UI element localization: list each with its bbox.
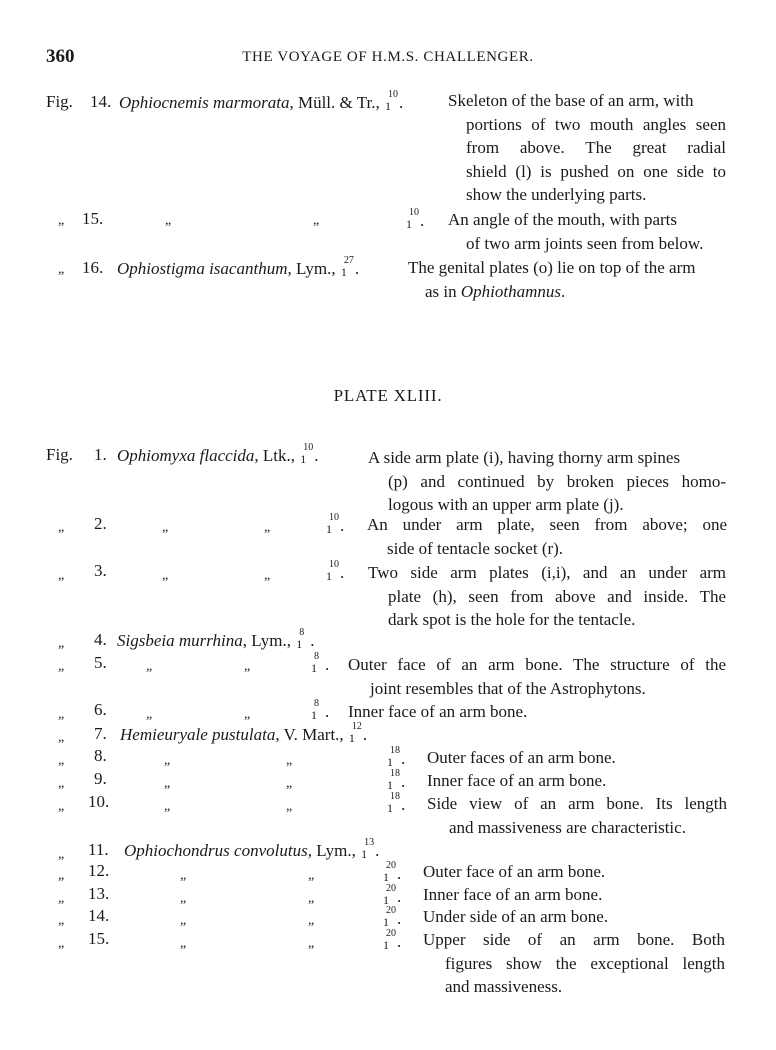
desc-line: side of tentacle socket (r). — [387, 538, 564, 558]
desc-line: Upper side of an arm bone. Both — [423, 930, 725, 949]
fig-description — [368, 446, 726, 517]
ditto-mark: „ — [244, 707, 251, 722]
ditto-mark: „ — [308, 868, 315, 883]
desc-line: The genital plates (o) lie on top of the arm — [408, 258, 696, 277]
desc-line: (p) and continued by broken pieces homo- — [388, 471, 726, 491]
fig-number: 2. — [94, 514, 107, 533]
magnification-denominator: 1 — [387, 755, 393, 769]
desc-line: dark spot is the hole for the tentacle. — [388, 610, 636, 629]
fig-number: 7. — [94, 724, 107, 743]
ditto-mark: „ — [58, 936, 65, 951]
magnification — [311, 698, 325, 722]
magnification-denominator: 1 — [296, 637, 303, 651]
magnification-numerator: 13 — [364, 837, 375, 848]
ditto-mark: „ — [180, 891, 187, 906]
fig-number: 3. — [94, 561, 107, 580]
magnification — [387, 768, 401, 792]
magnification-denominator: 1 — [383, 915, 389, 929]
desc-line: An angle of the mouth, with parts — [448, 210, 677, 229]
page-number: 360 — [46, 46, 75, 67]
ditto-mark: „ — [58, 213, 65, 228]
magnification-numerator: 20 — [386, 905, 396, 916]
species-authority: , Ltk., — [254, 446, 295, 465]
magnification-numerator: 18 — [390, 768, 400, 779]
magnification-group: 18 1 . — [387, 791, 406, 815]
fig-caption: Hemieuryale pustulata, V. Mart., 12 1 . — [120, 721, 368, 745]
magnification-group: 8 1 . — [311, 651, 330, 675]
ditto-mark: „ — [313, 213, 320, 228]
ditto-mark: „ — [58, 659, 65, 674]
ditto-mark: „ — [162, 520, 169, 535]
species-name: Ophiomyxa flaccida — [117, 446, 255, 465]
ditto-mark: „ — [58, 636, 65, 651]
desc-line: A side arm plate (i), having thorny arm spines — [368, 448, 681, 467]
ditto-mark: „ — [180, 936, 187, 951]
ditto-mark: „ — [58, 707, 65, 722]
ditto-mark: „ — [164, 753, 171, 768]
magnification-denominator: 1 — [383, 893, 389, 907]
ditto-mark: „ — [286, 753, 293, 768]
magnification-denominator: 1 — [387, 778, 393, 792]
fig-description — [423, 883, 602, 907]
species-authority: , Lym., — [242, 631, 291, 650]
fig-caption: Ophiostigma isacanthum, Lym., 27 1 . — [117, 255, 360, 279]
ditto-mark: „ — [244, 659, 251, 674]
fig-number: 8. — [94, 746, 107, 765]
magnification-group: 18 1 . — [387, 745, 406, 769]
ditto-mark: „ — [286, 776, 293, 791]
species-name: Hemieuryale pustulata — [120, 725, 276, 744]
fig-caption: Ophiocnemis marmorata, Müll. & Tr., 10 1 . — [119, 89, 404, 113]
fig-description — [368, 561, 726, 632]
magnification — [361, 837, 375, 861]
species-authority: , V. Mart., — [275, 725, 344, 744]
fig-caption: Ophiochondrus convolutus, Lym., 13 1 . — [124, 837, 380, 861]
fig-description — [408, 256, 728, 303]
fig-number: 12. — [88, 861, 110, 880]
ditto-mark: „ — [146, 707, 153, 722]
magnification — [383, 883, 397, 907]
plate-title: PLATE XLIII. — [333, 386, 443, 405]
fig-number: 10. — [88, 792, 110, 811]
fig-description — [367, 513, 727, 560]
magnification-numerator: 8 — [314, 651, 319, 662]
desc-line: Inner face of an arm bone. — [427, 771, 607, 790]
ditto-mark: „ — [58, 520, 65, 535]
magnification-numerator: 10 — [303, 442, 314, 453]
magnification-denominator: 1 — [384, 99, 391, 113]
ditto-mark: „ — [264, 568, 271, 583]
species-authority: , Lym., — [287, 259, 336, 278]
desc-line: portions of two mouth angles seen — [466, 114, 726, 134]
ditto-mark: „ — [164, 776, 171, 791]
magnification-numerator: 8 — [299, 627, 305, 638]
ditto-mark: „ — [180, 913, 187, 928]
magnification-group: 8 1 . — [311, 698, 330, 722]
magnification-numerator: 8 — [314, 698, 319, 709]
fig-description — [348, 700, 527, 724]
desc-line: Skeleton of the base of an arm, with — [448, 91, 694, 110]
species-name: Ophiostigma isacanthum — [117, 259, 288, 278]
magnification-numerator: 12 — [351, 721, 362, 732]
fig-number: 15. — [88, 929, 110, 948]
ditto-mark: „ — [58, 753, 65, 768]
fig-description — [448, 208, 726, 255]
magnification — [326, 512, 340, 536]
ditto-mark: „ — [58, 868, 65, 883]
fig-number: 11. — [88, 840, 109, 859]
fig-number: 16. — [82, 258, 104, 277]
magnification — [326, 559, 340, 583]
ditto-mark: „ — [58, 776, 65, 791]
fig-number: 13. — [88, 884, 110, 903]
fig-description — [448, 89, 726, 207]
magnification-denominator: 1 — [406, 217, 412, 231]
genus-name: Ophiothamnus — [460, 281, 562, 301]
magnification-denominator: 1 — [340, 265, 347, 279]
magnification — [300, 442, 314, 466]
magnification-group: 10 1 . — [326, 512, 345, 536]
fig-prefix: Fig. — [46, 445, 73, 464]
ditto-mark: „ — [162, 568, 169, 583]
desc-line: joint resembles that of the Astrophytons. — [370, 678, 646, 698]
desc-line: Outer face of an arm bone. — [423, 862, 606, 881]
desc-line: Inner face of an arm bone. — [348, 702, 528, 721]
ditto-mark: „ — [58, 799, 65, 814]
magnification-numerator: 20 — [386, 928, 396, 939]
desc-line: logous with an upper arm plate (j). — [388, 495, 624, 514]
magnification — [311, 651, 325, 675]
ditto-mark: „ — [164, 799, 171, 814]
ditto-mark: „ — [308, 913, 315, 928]
desc-line: of two arm joints seen from below. — [466, 233, 704, 253]
desc-line: Inner face of an arm bone. — [423, 885, 603, 904]
species-authority: , Müll. & Tr., — [289, 93, 380, 112]
fig-number: 15. — [82, 209, 104, 228]
desc-line: Two side arm plates (i,i), and an under arm — [368, 563, 726, 582]
fig-description — [423, 860, 605, 884]
fig-number: 5. — [94, 653, 107, 672]
fig-number: 14. — [90, 92, 112, 111]
magnification-group: 20 1 . — [383, 883, 402, 907]
magnification-denominator: 1 — [311, 661, 317, 675]
magnification — [383, 860, 397, 884]
ditto-mark: „ — [58, 730, 65, 745]
magnification-numerator: 18 — [390, 791, 400, 802]
desc-line: and massiveness are characteristic. — [449, 817, 686, 837]
desc-line: from above. The great radial — [466, 138, 726, 157]
fig-description — [427, 746, 616, 770]
species-authority: , Lym., — [307, 841, 356, 860]
desc-line: figures show the exceptional length — [445, 953, 725, 973]
magnification-group: 20 1 . — [383, 905, 402, 929]
magnification-denominator: 1 — [387, 801, 393, 815]
magnification — [383, 905, 397, 929]
fig-description — [427, 792, 727, 839]
ditto-mark: „ — [58, 913, 65, 928]
species-name: Ophiochondrus convolutus — [124, 841, 308, 860]
desc-line: show the underlying parts. — [466, 185, 647, 204]
ditto-mark: „ — [308, 891, 315, 906]
magnification-group: 18 1 . — [387, 768, 406, 792]
fig-number: 14. — [88, 906, 110, 925]
magnification-group: 10 1 . — [406, 207, 425, 231]
running-title: THE VOYAGE OF H.M.S. CHALLENGER. — [242, 49, 534, 65]
magnification-denominator: 1 — [348, 731, 355, 745]
fig-number: 9. — [94, 769, 107, 788]
ditto-mark: „ — [180, 868, 187, 883]
magnification-denominator: 1 — [311, 708, 317, 722]
desc-line: Side view of an arm bone. Its length — [427, 794, 727, 813]
magnification — [387, 745, 401, 769]
magnification-denominator: 1 — [300, 452, 307, 466]
fig-number: 6. — [94, 700, 107, 719]
ditto-mark: „ — [286, 799, 293, 814]
magnification-denominator: 1 — [361, 847, 368, 861]
fig-description — [423, 928, 725, 999]
magnification — [383, 928, 397, 952]
magnification-numerator: 10 — [329, 559, 339, 570]
species-name: Ophiocnemis marmorata — [119, 93, 290, 112]
fig-description — [427, 769, 606, 793]
desc-line: and massiveness. — [445, 977, 563, 996]
magnification-group: 10 1 . — [326, 559, 345, 583]
ditto-mark: „ — [58, 847, 65, 862]
desc-line: An under arm plate, seen from above; one — [367, 515, 727, 534]
magnification-numerator: 27 — [343, 255, 354, 266]
fig-caption: Sigsbeia murrhina, Lym., 8 1 . — [117, 627, 315, 651]
ditto-mark: „ — [146, 659, 153, 674]
magnification — [384, 89, 399, 113]
ditto-mark: „ — [308, 936, 315, 951]
desc-line: plate (h), seen from above and inside. The — [388, 586, 726, 606]
ditto-mark: „ — [58, 568, 65, 583]
magnification — [406, 207, 420, 231]
magnification-denominator: 1 — [326, 522, 332, 536]
ditto-mark: „ — [58, 262, 65, 277]
fig-prefix: Fig. — [46, 92, 73, 111]
magnification-numerator: 10 — [409, 207, 419, 218]
ditto-mark: „ — [264, 520, 271, 535]
fig-number: 1. — [94, 445, 107, 464]
magnification — [340, 255, 355, 279]
fig-number: 4. — [94, 630, 107, 649]
desc-line: shield (l) is pushed on one side to — [466, 161, 726, 181]
magnification-numerator: 20 — [386, 860, 396, 871]
magnification-group: 20 1 . — [383, 860, 402, 884]
magnification — [387, 791, 401, 815]
desc-line — [425, 280, 728, 304]
desc-line: Outer face of an arm bone. The structure of the — [348, 655, 726, 674]
magnification-numerator: 10 — [387, 89, 398, 100]
magnification-denominator: 1 — [326, 569, 332, 583]
fig-description — [348, 653, 726, 700]
species-name: Sigsbeia murrhina — [117, 631, 243, 650]
magnification-denominator: 1 — [383, 870, 389, 884]
desc-text: as in Ophiothamnus. — [425, 281, 566, 301]
magnification — [348, 721, 363, 745]
magnification-group: 20 1 . — [383, 928, 402, 952]
desc-line: Outer faces of an arm bone. — [427, 748, 616, 767]
ditto-mark: „ — [58, 891, 65, 906]
magnification — [296, 627, 310, 651]
ditto-mark: „ — [165, 213, 172, 228]
fig-description — [423, 905, 608, 929]
magnification-numerator: 20 — [386, 883, 396, 894]
magnification-numerator: 18 — [390, 745, 400, 756]
magnification-denominator: 1 — [383, 938, 389, 952]
fig-caption: Ophiomyxa flaccida, Ltk., 10 1 . — [117, 442, 319, 466]
desc-line: Under side of an arm bone. — [423, 907, 609, 926]
magnification-numerator: 10 — [329, 512, 339, 523]
